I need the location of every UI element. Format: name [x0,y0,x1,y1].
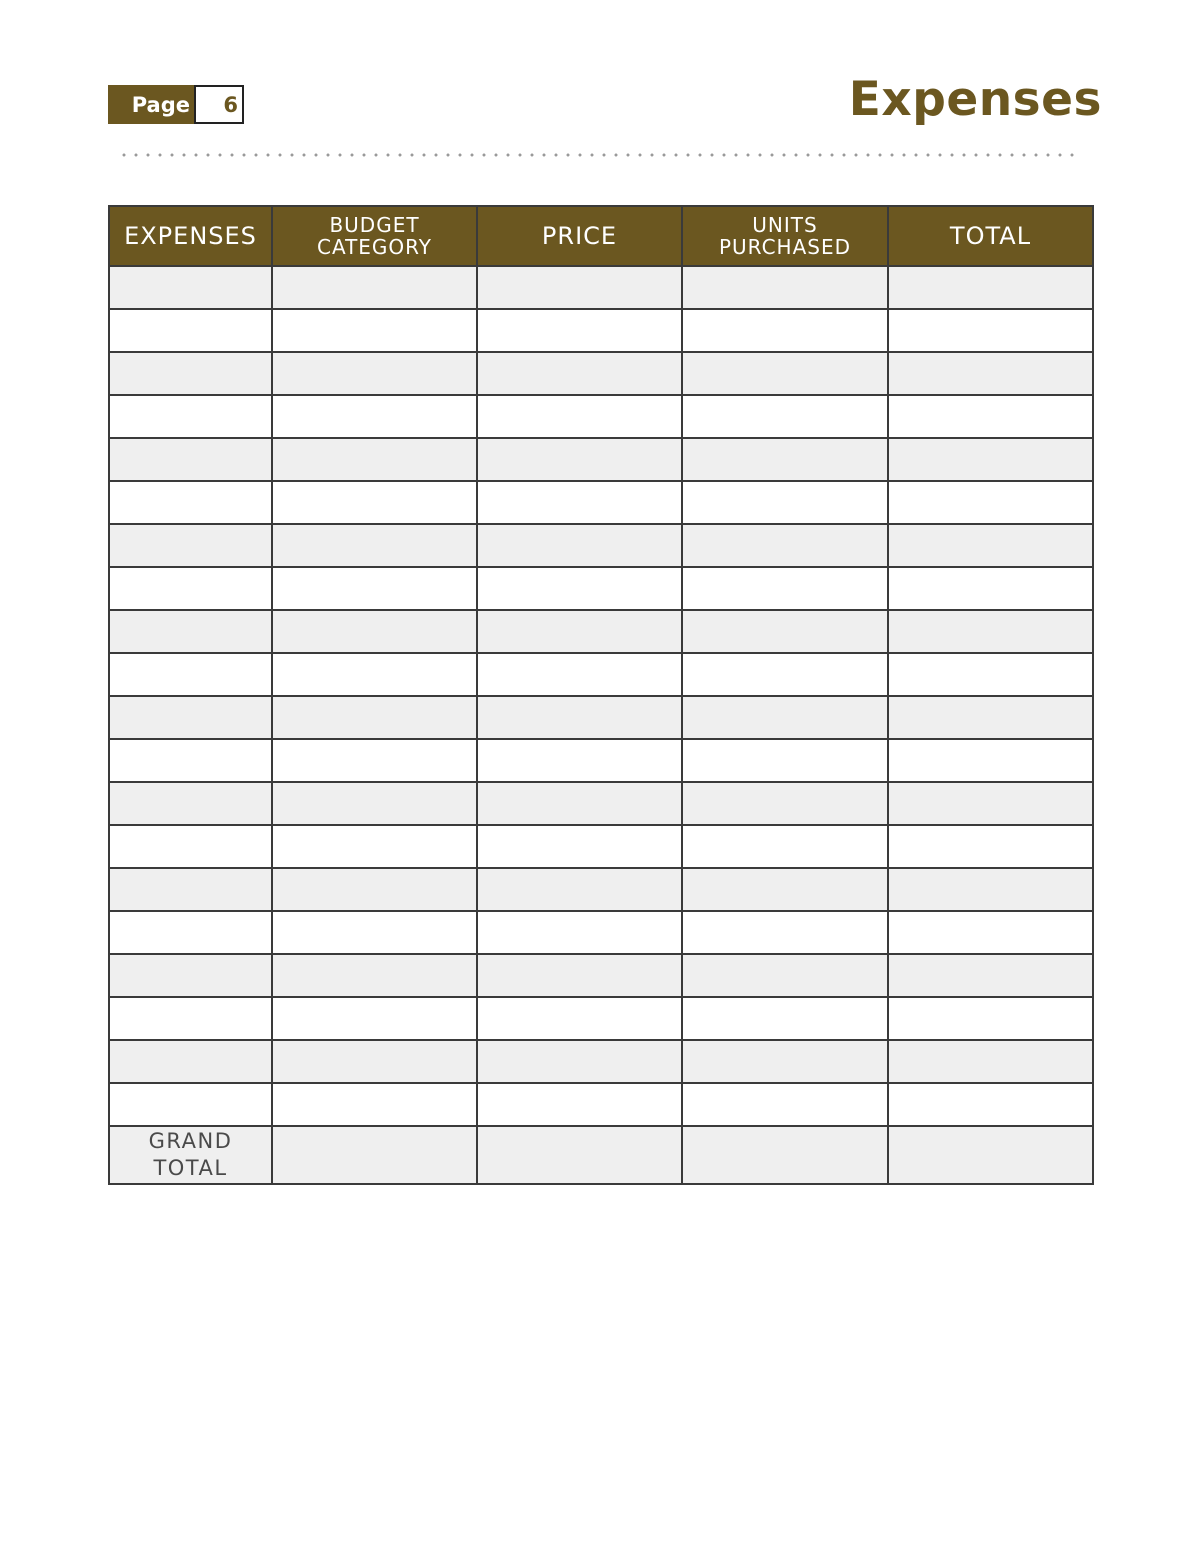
grand-total-row [109,1126,1093,1184]
budget-category-cell[interactable] [272,610,477,653]
units-purchased-cell[interactable] [682,352,888,395]
table-row [109,1040,1093,1083]
price-cell[interactable] [477,610,682,653]
table-row [109,997,1093,1040]
price-cell[interactable] [477,696,682,739]
table-row [109,309,1093,352]
units-purchased-cell[interactable] [682,696,888,739]
expense-cell[interactable] [109,395,272,438]
budget-category-cell[interactable] [272,1040,477,1083]
units-purchased-cell[interactable] [682,524,888,567]
expense-cell[interactable] [109,481,272,524]
budget-category-cell[interactable] [272,782,477,825]
table-header-row [109,206,1093,266]
budget-category-cell[interactable] [272,481,477,524]
table-row [109,739,1093,782]
units-purchased-cell[interactable] [682,997,888,1040]
total-cell[interactable] [888,997,1093,1040]
grand-total-units-cell[interactable] [682,1126,888,1184]
price-cell[interactable] [477,825,682,868]
table-row [109,911,1093,954]
budget-category-cell[interactable] [272,395,477,438]
units-purchased-cell[interactable] [682,266,888,309]
budget-category-cell[interactable] [272,825,477,868]
units-purchased-cell[interactable] [682,1040,888,1083]
price-cell[interactable] [477,782,682,825]
budget-category-cell[interactable] [272,739,477,782]
budget-category-cell[interactable] [272,954,477,997]
budget-category-cell[interactable] [272,653,477,696]
expense-cell[interactable] [109,911,272,954]
total-cell[interactable] [888,653,1093,696]
budget-category-cell[interactable] [272,997,477,1040]
units-purchased-cell[interactable] [682,438,888,481]
page-title: Expenses [848,72,1102,127]
total-cell[interactable] [888,825,1093,868]
price-cell[interactable] [477,524,682,567]
total-cell[interactable] [888,481,1093,524]
expense-cell[interactable] [109,610,272,653]
units-purchased-cell[interactable] [682,567,888,610]
page-number-field[interactable]: 6 [194,85,244,124]
expense-cell[interactable] [109,1040,272,1083]
price-cell[interactable] [477,395,682,438]
budget-category-cell[interactable] [272,438,477,481]
total-cell[interactable] [888,438,1093,481]
total-cell[interactable] [888,610,1093,653]
total-cell[interactable] [888,309,1093,352]
table-row [109,266,1093,309]
page-label: Page [108,85,194,124]
table-row [109,825,1093,868]
total-cell[interactable] [888,524,1093,567]
expense-cell[interactable] [109,653,272,696]
budget-category-cell[interactable] [272,266,477,309]
expense-cell[interactable] [109,696,272,739]
expense-cell[interactable] [109,266,272,309]
total-cell[interactable] [888,1083,1093,1126]
total-cell[interactable] [888,1040,1093,1083]
budget-category-cell[interactable] [272,1083,477,1126]
header-budget-category: BUDGET CATEGORY [272,206,477,266]
units-purchased-cell[interactable] [682,610,888,653]
units-purchased-cell[interactable] [682,868,888,911]
total-cell[interactable] [888,739,1093,782]
grand-total-budget-category-cell[interactable] [272,1126,477,1184]
header-total: TOTAL [888,206,1093,266]
expense-cell[interactable] [109,309,272,352]
budget-category-cell[interactable] [272,567,477,610]
table-row [109,438,1093,481]
table-row [109,782,1093,825]
price-cell[interactable] [477,739,682,782]
table-row [109,610,1093,653]
price-cell[interactable] [477,954,682,997]
expense-cell[interactable] [109,352,272,395]
table-row [109,567,1093,610]
units-purchased-cell[interactable] [682,825,888,868]
budget-category-cell[interactable] [272,911,477,954]
price-cell[interactable] [477,911,682,954]
units-purchased-cell[interactable] [682,395,888,438]
units-purchased-cell[interactable] [682,653,888,696]
header-units-purchased: UNITS PURCHASED [682,206,888,266]
table-row [109,395,1093,438]
grand-total-total-cell[interactable] [888,1126,1093,1184]
price-cell[interactable] [477,868,682,911]
units-purchased-cell[interactable] [682,481,888,524]
budget-category-cell[interactable] [272,696,477,739]
price-cell[interactable] [477,266,682,309]
grand-total-label: GRAND TOTAL [109,1126,272,1184]
total-cell[interactable] [888,782,1093,825]
price-cell[interactable] [477,352,682,395]
expense-cell[interactable] [109,954,272,997]
table-row [109,524,1093,567]
budget-category-cell[interactable] [272,524,477,567]
table-row [109,1083,1093,1126]
expense-cell[interactable] [109,438,272,481]
total-cell[interactable] [888,567,1093,610]
units-purchased-cell[interactable] [682,1083,888,1126]
table-row [109,696,1093,739]
total-cell[interactable] [888,352,1093,395]
header-price: PRICE [477,206,682,266]
table-row [109,954,1093,997]
units-purchased-cell[interactable] [682,911,888,954]
budget-category-cell[interactable] [272,309,477,352]
expense-cell[interactable] [109,997,272,1040]
price-cell[interactable] [477,1040,682,1083]
expense-cell[interactable] [109,825,272,868]
budget-category-cell[interactable] [272,352,477,395]
total-cell[interactable] [888,954,1093,997]
expense-cell[interactable] [109,739,272,782]
total-cell[interactable] [888,266,1093,309]
total-cell[interactable] [888,868,1093,911]
price-cell[interactable] [477,481,682,524]
units-purchased-cell[interactable] [682,739,888,782]
page-badge [108,85,244,124]
budget-category-cell[interactable] [272,868,477,911]
price-cell[interactable] [477,309,682,352]
expense-cell[interactable] [109,524,272,567]
grand-total-price-cell[interactable] [477,1126,682,1184]
price-cell[interactable] [477,653,682,696]
units-purchased-cell[interactable] [682,309,888,352]
price-cell[interactable] [477,567,682,610]
dotted-divider [118,152,1082,158]
units-purchased-cell[interactable] [682,782,888,825]
table-row [109,868,1093,911]
total-cell[interactable] [888,911,1093,954]
expense-cell[interactable] [109,567,272,610]
table-row [109,481,1093,524]
price-cell[interactable] [477,1083,682,1126]
header-expenses: EXPENSES [109,206,272,266]
total-cell[interactable] [888,696,1093,739]
table-row [109,352,1093,395]
price-cell[interactable] [477,997,682,1040]
price-cell[interactable] [477,438,682,481]
expense-cell[interactable] [109,868,272,911]
expense-cell[interactable] [109,1083,272,1126]
table-row [109,653,1093,696]
expense-table [108,205,1094,1185]
expense-cell[interactable] [109,782,272,825]
units-purchased-cell[interactable] [682,954,888,997]
total-cell[interactable] [888,395,1093,438]
